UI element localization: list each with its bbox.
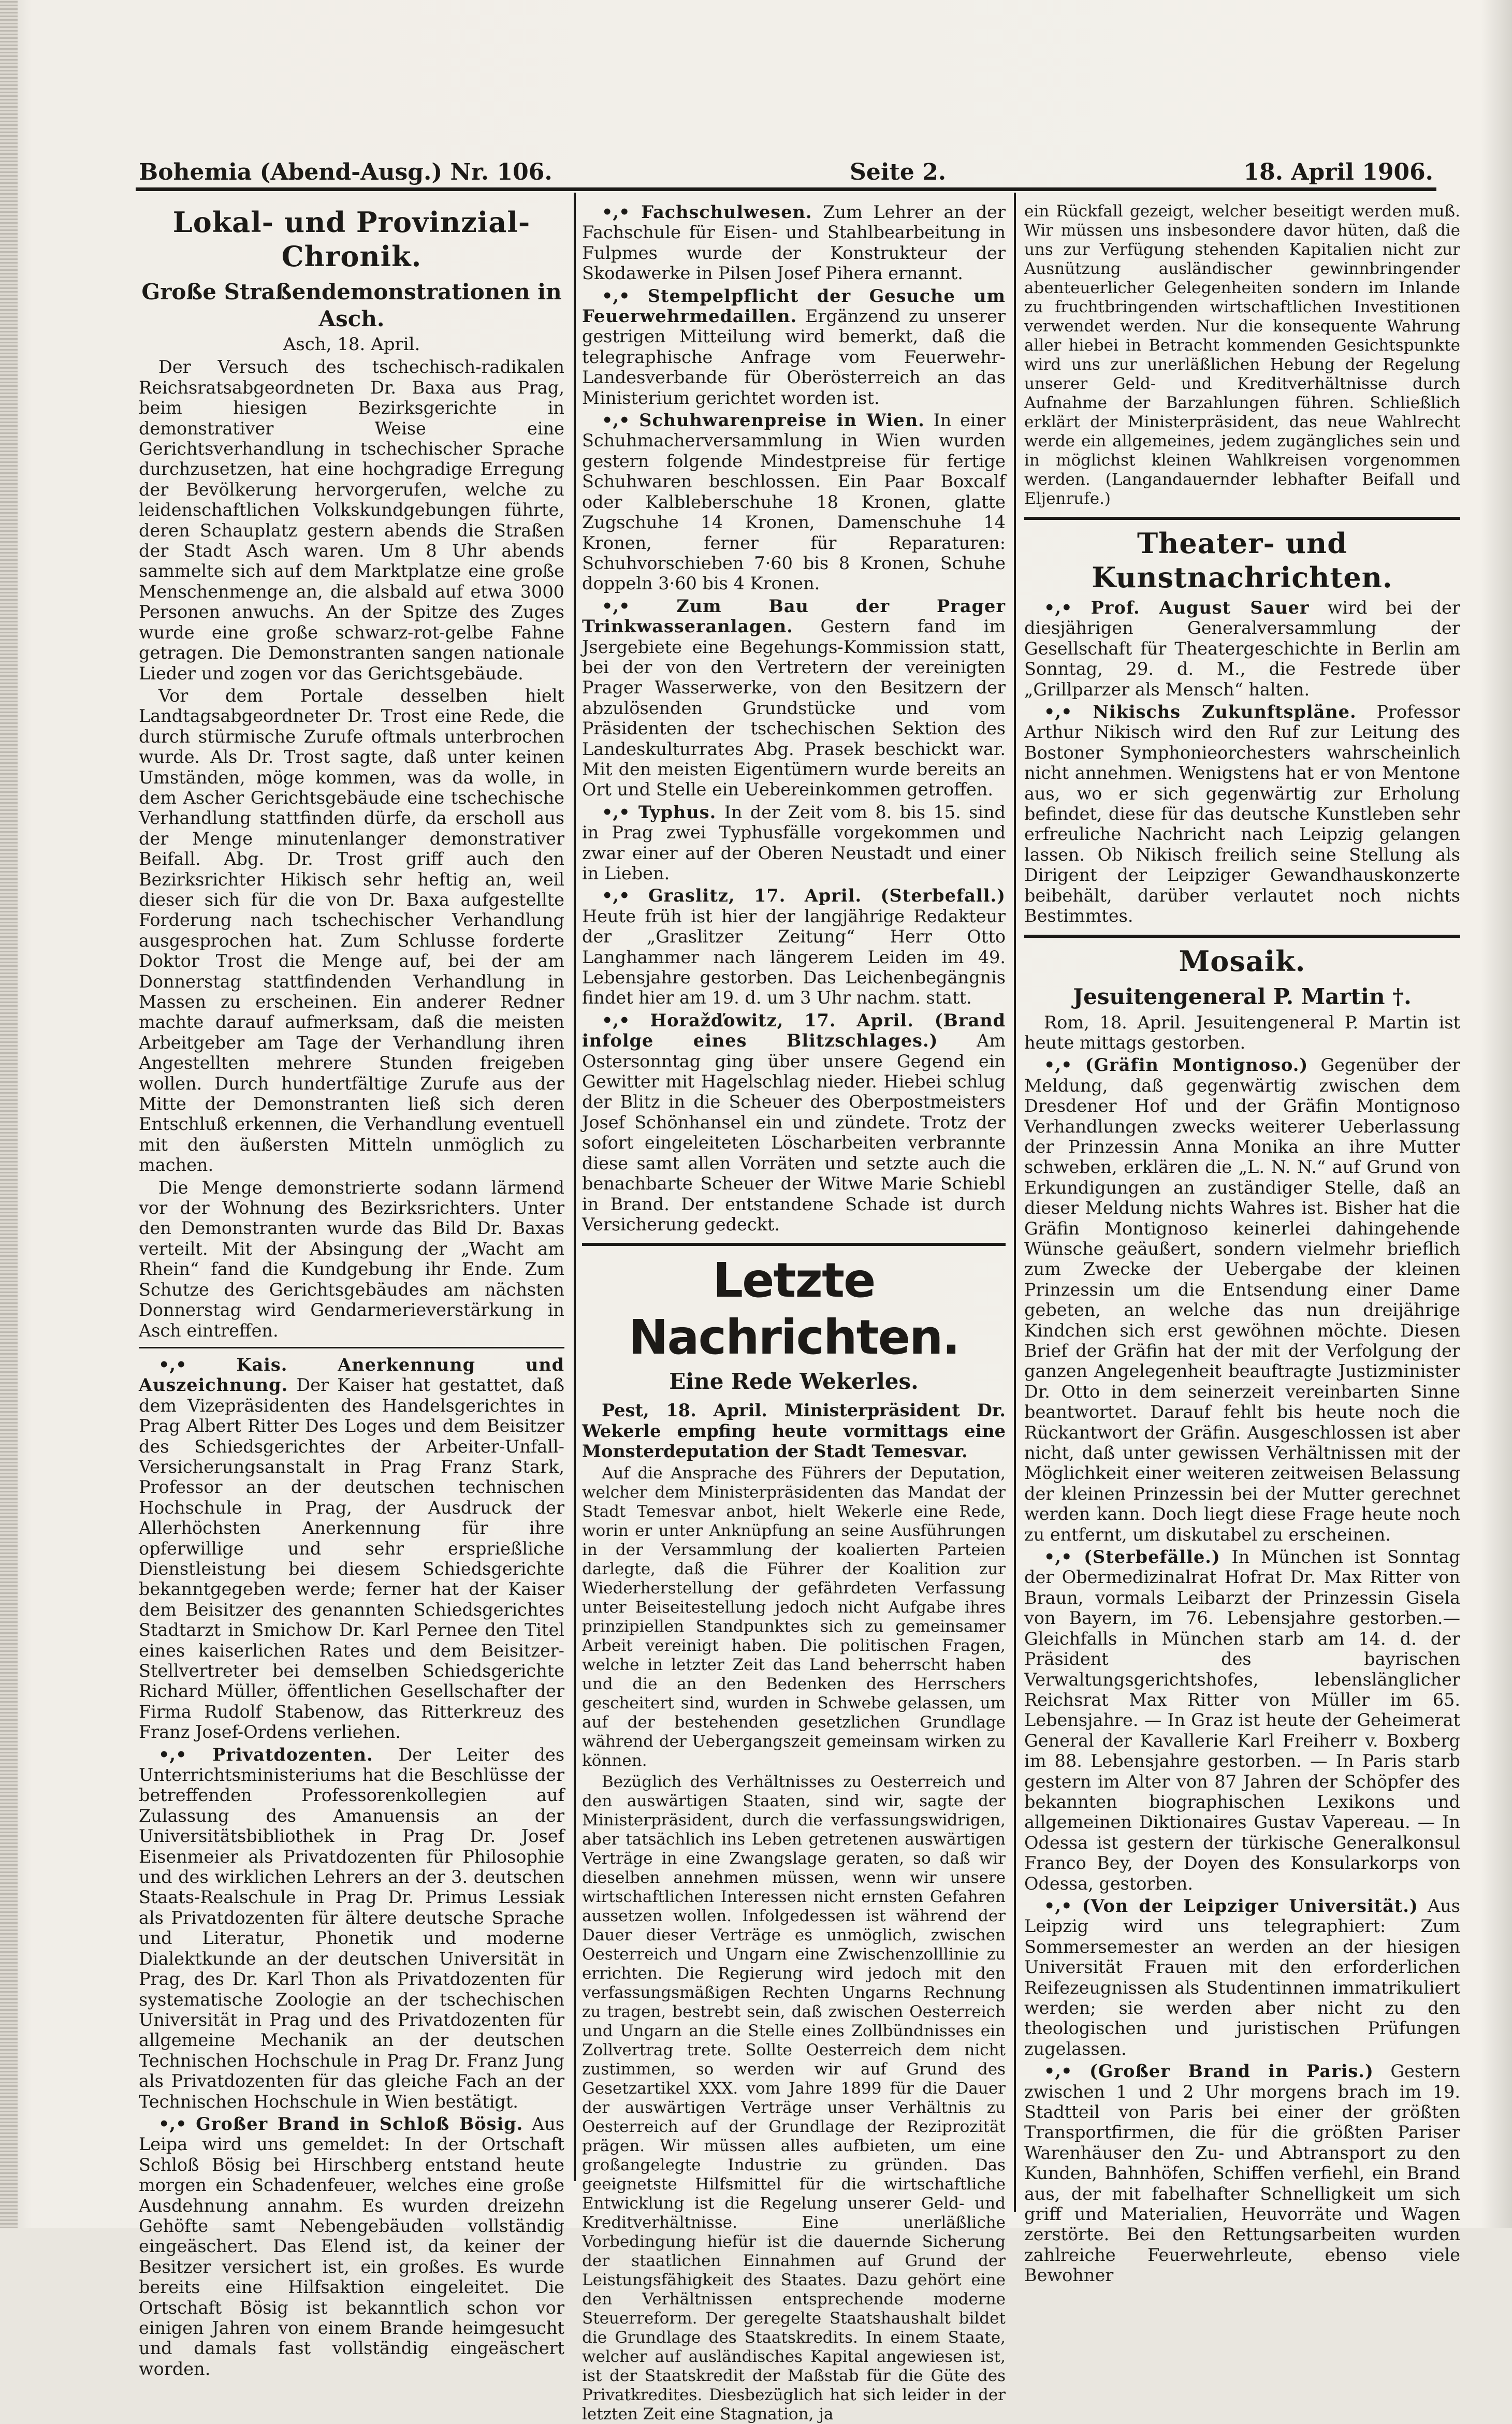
article-paragraph: Vor dem Portale desselben hielt Landtagsabgeordneter Dr. Trost eine Rede, die durch stürmische Zurufe oftmals unterbrochen wurde. Als Dr. Trost sagte, daß unter keinen Umständen, möge kommen, was da wolle, in dem Ascher Gerichtsgebäude eine tschechische Verhandlung stattfinden dürfe, da erscholl aus der Menge minutenlanger demonstrativer Beifall. Abg. Dr. Trost griff auch den Bezirksrichter Hikisch sehr heftig an, weil dieser sich für die von Dr. Baxa aufgestellte Forderung nach tschechischer Verhandlung ausgesprochen hat. Zum Schlusse forderte Doktor Trost die Menge auf, bei der am Donnerstag stattfindenden Verhandlung in Massen zu erscheinen. Ein anderer Redner machte darauf aufmerksam, daß die meisten Arbeitgeber am Tage der Verhandlung ihren Angestellten mehrere Stunden freigeben wollen. Durch hundertfältige Zurufe aus der Mitte der Demonstranten ließ sich deren Entschluß erkennen, die Verhandlung eventuell mit den äußersten Mitteln unmöglich zu machen. xyxy=(139,685,564,1175)
news-item: •,• Zum Bau der Prager Trinkwasseranlagen. Gestern fand im Jsergebiete eine Begehungs-Kommission statt, bei der von den Vertretern der vereinigten Prager Wasserwerke, von den Besitzern der abzulösenden Grundstücke und vom Präsidenten der tschechischen Sektion des Landeskulturrates Abg. Prasek beschickt war. Mit den meisten Eigentümern wurde bereits an Ort und Stelle ein Uebereinkommen getroffen. xyxy=(582,596,1006,800)
item-title: Schuhwarenpreise in Wien. xyxy=(639,410,925,431)
item-title: (Gräfin Montignoso.) xyxy=(1085,1055,1309,1076)
section-title-local: Lokal- und Provinzial-Chronik. xyxy=(172,206,531,273)
article-paragraph: Auf die Ansprache des Führers der Deputation, welcher dem Ministerpräsidenten das Mandat der Stadt Temesvar anbot, hielt Wekerle eine Rede, worin er unter Anknüpfung an seine Ausführungen in der Versammlung der koalierten Parteien darlegte, daß die Führer der Koalition zur Wiederherstellung der gefährdeten Verfassung unter Beiseitestellung jedoch nicht Aufgabe ihres prinzipiellen Standpunktes sich zu gemeinsamer Arbeit vereinigt haben. Die politischen Fragen, welche in letzter Zeit das Land beherrscht haben und die an den Bedenken des Herrschers gescheitert sind, wurden in Schwebe gelassen, um auf der bestehenden gesetzlichen Grundlage während der Uebergangszeit gemeinsam wirken zu können. xyxy=(582,1463,1006,1770)
item-text: Am Ostersonntag ging über unsere Gegend ein Gewitter mit Hagelschlag nieder. Hiebei schlug der Blitz in die Scheuer des Oberpostmeisters Josef Schönhansel ein und zündete. Trotz der sofort eingeleiteten Löscharbeiten verbrannte diese samt allen Vorräten und setzte auch die benachbarte Scheuer der Witwe Marie Schiebl in Brand. Der entstandene Schade ist durch Versicherung gedeckt. xyxy=(582,1030,1006,1235)
column-1 xyxy=(139,202,565,2379)
late-news-subtitle: Eine Rede Wekerles. xyxy=(669,1369,919,1395)
article-continuation: ein Rückfall gezeigt, welcher beseitigt werden muß. Wir müssen uns insbesondere davor hüten, daß die uns zur Verfügung stehenden Kapitalien nicht zur Ausnützung ausländischer gewinnbringender abenteuerlicher Gelegenheiten sondern im Inlande zu fruchtbringenden wirtschaftlichen Investitionen verwendet werden. Nur die konsequente Wahrung aller hiebei in Betracht kommenden Gesichtspunkte wird uns zur unerläßlichen Hebung der Regelung unserer Geld- und Kreditverhältnisse durch Aufnahme der Barzahlungen führen. Schließlich erklärt der Ministerpräsident, das neue Wahlrecht werde ein allgemeines, jedem zugängliches sein und in möglichst kleinen Wahlkreisen vorgenommen werden. (Langandauernder lebhafter Beifall und Eljenrufe.) xyxy=(1024,202,1460,508)
item-text: Gestern fand im Jsergebiete eine Begehungs-Kommission statt, bei der von den Vertretern der vereinigten Prager Wasserwerke, von den Besitzern der abzulösenden Grundstücke und vom Präsidenten der tschechischen Sektion des Landeskulturrates Abg. Prasek beschickt war. Mit den meisten Eigentümern wurde bereits an Ort und Stelle ein Uebereinkommen getroffen. xyxy=(582,616,1006,800)
page-header xyxy=(139,155,1433,185)
news-item: •,• Kais. Anerkennung und Auszeichnung. Der Kaiser hat gestattet, daß dem Vizepräsidenten des Handelsgerichtes in Prag Albert Ritter Des Loges und dem Beisitzer des Schiedsgerichtes der Arbeiter-Unfall-Versicherungsanstalt in Prag Franz Stark, Professor an der deutschen technischen Hochschule in Prag, der Ausdruck der Allerhöchsten Anerkennung für ihre opferwillige und sehr ersprießliche Dienstleistung bei diesem Schiedsgerichte bekanntgegeben werde; ferner hat der Kaiser dem Beisitzer des genannten Schiedsgerichtes Stadtarzt in Smichow Dr. Karl Pernee den Titel eines kaiserlichen Rates und dem Beisitzer-Stellvertreter bei demselben Schiedsgerichte Richard Müller, öffentlichen Gesellschafter der Firma Rudolf Stabenow, das Ritterkreuz des Franz Josef-Ordens verliehen. xyxy=(139,1354,564,1743)
article-paragraph: Bezüglich des Verhältnisses zu Oesterreich und den auswärtigen Staaten, sind wir, sagte der Ministerpräsident, durch die verfassungswidrigen, aber tatsächlich ins Leben getretenen auswärtigen Verträge in eine Zwangslage geraten, so daß wir dieselben annehmen müssen, wenn wir unsere wirtschaftlichen Interessen nicht ernsten Gefahren aussetzen wollen. Infolgedessen ist während der Dauer dieser Verträge es unmöglich, zwischen Oesterreich und Ungarn eine Zwischenzolllinie zu errichten. Die Regierung wird jedoch mit den verfassungsmäßigen Rechten Ungarns Rechnung zu tragen, bestrebt sein, daß zwischen Oesterreich und Ungarn an die Stelle eines Zollbündnisses ein Zollvertrag trete. Sollte Oesterreich dem nicht zustimmen, so werden wir auf Grund des Gesetzartikel XXX. vom Jahre 1899 für die Dauer der auswärtigen Verträge unser Verhältnis zu Oesterreich auf der Grundlage der Reziprozität prägen. Wir müssen alles aufbieten, um eine großangelegte Industrie zu gründen. Das geeignetste Hilfsmittel für die wirtschaftliche Entwicklung ist die Regelung unserer Geld- und Kreditverhältnisse. Eine unerläßliche Vorbedingung hiefür ist die dauernde Sicherung der staatlichen Einnahmen auf Grund der Leistungsfähigkeit des Staates. Dazu gehört eine den Verhältnissen entsprechende moderne Steuerreform. Der geregelte Staatshaushalt bildet die Grundlage des Staatskredits. In einem Staate, welcher auf ausländisches Kapital angewiesen ist, ist der Staatskredit der Maßstab für die Güte des Privatkredites. Diesbezüglich hat sich leider in der letzten Zeit eine Stagnation, ja xyxy=(582,1772,1006,2423)
header-masthead: Bohemia (Abend-Ausg.) Nr. 106. xyxy=(139,159,553,185)
item-title: Nikischs Zukunftspläne. xyxy=(1093,702,1357,722)
column-divider-2 xyxy=(1014,193,1016,2212)
column-divider-1 xyxy=(574,193,576,2181)
news-item: •,• Fachschulwesen. Zum Lehrer an der Fachschule für Eisen- und Stahlbearbeitung in Fulpmes wurde der Konstrukteur der Skodawerke in Pilsen Josef Pihera ernannt. xyxy=(582,202,1006,284)
item-text: Gegenüber der Meldung, daß gegenwärtig zwischen dem Dresdener Hof und der Gräfin Montignoso Verhandlungen zwecks weiterer Ueberlassung der Prinzessin Anna Monika an ihre Mutter schweben, erklären die „L. N. N.“ auf Grund von Erkundigungen an zuständiger Stelle, daß an dieser Meldung nichts Wahres ist. Bisher hat die Gräfin Montignoso keinerlei dahingehende Wünsche geäußert, sondern vielmehr brieflich zum Zwecke der Uebergabe der kleinen Prinzessin um die Entsendung einer Dame gebeten, an welche das nun dreijährige Kindchen sich erst gewöhnen möchte. Diesen Brief der Gräfin hat der mit der Verfolgung der ganzen Angelegenheit beauftragte Justizminister Dr. Otto in dem seinerzeit vereinbarten Sinne beantwortet. Darauf fehlt bis heute noch die Rückantwort der Gräfin. Ausgeschlossen ist aber nicht, daß unter gewissen Verhältnissen mit der Möglichkeit einer weiteren zeitweisen Belassung der kleinen Prinzessin bei der Mutter gerechnet werden kann. Doch liegt diese Frage heute noch zu entfernt, um diskutabel zu erscheinen. xyxy=(1024,1055,1460,1545)
item-title: (Sterbefälle.) xyxy=(1084,1547,1220,1567)
item-text: Zum Lehrer an der Fachschule für Eisen- und Stahlbearbeitung in Fulpmes wurde der Konstrukteur der Skodawerke in Pilsen Josef Pihera ernannt. xyxy=(582,202,1006,284)
news-item: •,• Prof. August Sauer wird bei der diesjährigen Generalversammlung der Gesellschaft für Theatergeschichte in Berlin am Sonntag, 29. d. M., die Festrede über „Grillparzer als Mensch“ halten. xyxy=(1024,598,1460,700)
item-title: Privatdozenten. xyxy=(212,1744,373,1765)
item-text: Professor Arthur Nikisch wird den Ruf zur Leitung des Bostoner Symphonieorchesters wahrscheinlich nicht annehmen. Wenigstens hat er von Mentone aus, wo er sich gegenwärtig zur Erholung befindet, diese für das deutsche Kunstleben sehr erfreuliche Nachricht nach Leipzig gelangen lassen. Ob Nikisch freilich seine Stellung als Dirigent der Leipziger Gewandhauskonzerte beibehält, darüber verlautet noch nichts Bestimmtes. xyxy=(1024,702,1460,926)
article-dateline: Asch, 18. April. xyxy=(283,334,420,355)
late-news-lead: Pest, 18. April. Ministerpräsident Dr. Wekerle empfing heute vormittags eine Monsterdeputation der Stadt Temesvar. xyxy=(582,1400,1006,1462)
header-page-number: Seite 2. xyxy=(850,159,947,185)
item-title: Stempelpflicht der Gesuche um Feuerwehrmedaillen. xyxy=(582,285,1006,327)
section-title-theater: Theater- und Kunstnachrichten. xyxy=(1092,527,1393,594)
item-title: Großer Brand in Schloß Bösig. xyxy=(196,2113,524,2134)
obituary-text: Rom, 18. April. Jesuitengeneral P. Martin ist heute mittags gestorben. xyxy=(1024,1012,1460,1053)
news-item: •,• Schuhwarenpreise in Wien. In einer Schuhmacherversammlung in Wien wurden gestern folgende Mindestpreise für fertige Schuhwaren beschlossen. Ein Paar Boxcalf oder Kalbleberschuhe 18 Kronen, glatte Zugschuhe 14 Kronen, Damenschuhe 14 Kronen, ferner für Reparaturen: Schuhvorschieben 7·60 bis 8 Kronen, Schuhe doppeln 3·60 bis 4 Kronen. xyxy=(582,410,1006,594)
section-divider xyxy=(1024,517,1460,520)
news-item: •,• Nikischs Zukunftspläne. Professor Arthur Nikisch wird den Ruf zur Leitung des Bostoner Symphonieorchesters wahrscheinlich nicht annehmen. Wenigstens hat er von Mentone aus, wo er sich gegenwärtig zur Erholung befindet, diese für das deutsche Kunstleben sehr erfreuliche Nachricht nach Leipzig gelangen lassen. Ob Nikisch freilich seine Stellung als Dirigent der Leipziger Gewandhauskonzerte beibehält, darüber verlautet noch nichts Bestimmtes. xyxy=(1024,702,1460,926)
news-item: •,• Horažďowitz, 17. April. (Brand infolge eines Blitzschlages.) Am Ostersonntag ging über unsere Gegend ein Gewitter mit Hagelschlag nieder. Hiebei schlug der Blitz in die Scheuer des Oberpostmeisters Josef Schönhansel ein und zündete. Trotz der sofort eingeleiteten Löscharbeiten verbrannte diese samt allen Vorräten und setzte auch die benachbarte Scheuer der Witwe Marie Schiebl in Brand. Der entstandene Schade ist durch Versicherung gedeckt. xyxy=(582,1010,1006,1235)
item-text: Heute früh ist hier der langjährige Redakteur der „Graslitzer Zeitung“ Herr Otto Langhammer nach längerem Leiden im 49. Lebensjahre gestorben. Das Leichenbegängnis findet hier am 19. d. um 3 Uhr nachm. statt. xyxy=(582,906,1006,1008)
item-title: Prof. August Sauer xyxy=(1091,598,1310,618)
obituary-title: Jesuitengeneral P. Martin †. xyxy=(1073,983,1412,1009)
column-3 xyxy=(1024,202,1460,2286)
item-text: Aus Leipa wird uns gemeldet: In der Ortschaft Schloß Bösig bei Hirschberg entstand heute morgen ein Schadenfeuer, welches eine große Ausdehnung annahm. Es wurden dreizehn Gehöfte samt Nebengebäuden vollständig eingeäschert. Das Elend ist, da keiner der Besitzer versichert ist, ein großes. Es wurde bereits eine Hilfsaktion eingeleitet. Die Ortschaft Bösig ist bekanntlich schon vor einigen Jahren von einem Brande heimgesucht und damals fast vollständig eingeäschert worden. xyxy=(139,2113,564,2379)
news-item: •,• (Gräfin Montignoso.) Gegenüber der Meldung, daß gegenwärtig zwischen dem Dresdener Hof und der Gräfin Montignoso Verhandlungen zwecks weiterer Ueberlassung der Prinzessin Anna Monika an ihre Mutter schweben, erklären die „L. N. N.“ auf Grund von Erkundigungen an zuständiger Stelle, daß an dieser Meldung nichts Wahres ist. Bisher hat die Gräfin Montignoso keinerlei dahingehende Wünsche geäußert, sondern vielmehr brieflich zum Zwecke der Uebergabe der kleinen Prinzessin um die Entsendung einer Dame gebeten, an welche das nun dreijährige Kindchen sich erst gewöhnen möchte. Diesen Brief der Gräfin hat der mit der Verfolgung der ganzen Angelegenheit beauftragte Justizminister Dr. Otto in dem seinerzeit vereinbarten Sinne beantwortet. Darauf fehlt bis heute noch die Rückantwort der Gräfin. Ausgeschlossen ist aber nicht, daß unter gewissen Verhältnissen mit der Möglichkeit einer weiteren zeitweisen Belassung der kleinen Prinzessin bei der Mutter gerechnet werden kann. Doch liegt diese Frage heute noch zu entfernt, um diskutabel zu erscheinen. xyxy=(1024,1055,1460,1545)
item-text: Ergänzend zu unserer gestrigen Mitteilung wird bemerkt, daß die telegraphische Anfrage vom Feuerwehr-Landesverbande für Oberösterreich an das Ministerium gerichtet worden ist. xyxy=(582,306,1006,408)
news-item: •,• Großer Brand in Schloß Bösig. Aus Leipa wird uns gemeldet: In der Ortschaft Schloß Bösig bei Hirschberg entstand heute morgen ein Schadenfeuer, welches eine große Ausdehnung annahm. Es wurden dreizehn Gehöfte samt Nebengebäuden vollständig eingeäschert. Das Elend ist, da keiner der Besitzer versichert ist, ein großes. Es wurde bereits eine Hilfsaktion eingeleitet. Die Ortschaft Bösig ist bekanntlich schon vor einigen Jahren von einem Brande heimgesucht und damals fast vollständig eingeäschert worden. xyxy=(139,2113,564,2379)
page-spine xyxy=(0,0,18,2228)
item-text: Der Kaiser hat gestattet, daß dem Vizepräsidenten des Handelsgerichtes in Prag Albert Ritter Des Loges und dem Beisitzer des Schiedsgerichtes der Arbeiter-Unfall-Versicherungsanstalt in Prag Franz Stark, Professor an der deutschen technischen Hochschule in Prag, der Ausdruck der Allerhöchsten Anerkennung für ihre opferwillige und sehr ersprießliche Dienstleistung bei diesem Schiedsgerichte bekanntgegeben werde; ferner hat der Kaiser dem Beisitzer des genannten Schiedsgerichtes Stadtarzt in Smichow Dr. Karl Pernee den Titel eines kaiserlichen Rates und dem Beisitzer-Stellvertreter bei demselben Schiedsgerichte Richard Müller, öffentlichen Gesellschafter der Firma Rudolf Stabenow, das Ritterkreuz des Franz Josef-Ordens verliehen. xyxy=(139,1375,564,1743)
item-text: Aus Leipzig wird uns telegraphiert: Zum Sommersemester an werden an der hiesigen Universität Frauen mit den erforderlichen Reifezeugnissen als Studentinnen immatrikuliert werden; sie werden aber nicht zu den theologischen und juristischen Prüfungen zugelassen. xyxy=(1024,1895,1460,2059)
item-text: Der Leiter des Unterrichtsministeriums hat die Beschlüsse der betreffenden Professorenkollegien auf Zulassung des Amanuensis an der Universitätsbibliothek in Prag Dr. Josef Eisenmeier als Privatdozenten für Philosophie und des wirklichen Lehrers an der 3. deutschen Staats-Realschule in Prag Dr. Primus Lessiak als Privatdozenten für ältere deutsche Sprache und Literatur, Phonetik und moderne Dialektkunde an der deutschen Universität in Prag, des Dr. Karl Thon als Privatdozenten für systematische Zoologie an der tschechischen Universität in Prag und des Privatdozenten für allgemeine Mechanik an der deutschen Technischen Hochschule in Prag Dr. Franz Jung als Privatdozenten für das gleiche Fach an der Technischen Hochschule in Wien bestätigt. xyxy=(139,1744,565,2112)
item-title: Graslitz, 17. April. (Sterbefall.) xyxy=(648,886,1006,906)
item-text: wird bei der diesjährigen Generalversammlung der Gesellschaft für Theatergeschichte in Berlin am Sonntag, 29. d. M., die Festrede über „Grillparzer als Mensch“ halten. xyxy=(1024,598,1460,700)
item-title: Fachschulwesen. xyxy=(641,202,812,222)
section-divider xyxy=(1024,935,1460,938)
article-paragraph: Der Versuch des tschechisch-radikalen Reichsratsabgeordneten Dr. Baxa aus Prag, beim hiesigen Bezirksgerichte in demonstrativer Weise eine Gerichtsverhandlung in tschechischer Sprache durchzusetzen, hat eine hochgradige Erregung der Bevölkerung hervorgerufen, welche zu leidenschaftlichen Volkskundgebungen führte, deren Schauplatz gestern abends die Straßen der Stadt Asch waren. Um 8 Uhr abends sammelte sich auf dem Marktplatze eine große Menschenmenge an, die alsbald auf etwa 3000 Personen anwuchs. An der Spitze des Zuges wurde eine große schwarz-rot-gelbe Fahne getragen. Die Demonstranten sangen nationale Lieder und zogen vor das Gerichtsgebäude. xyxy=(139,357,564,684)
item-text: In einer Schuhmacherversammlung in Wien wurden gestern folgende Mindestpreise für fertige Schuhwaren beschlossen. Ein Paar Boxcalf oder Kalbleberschuhe 18 Kronen, glatte Zugschuhe 14 Kronen, Damenschuhe 14 Kronen, ferner für Reparaturen: Schuhvorschieben 7·60 bis 8 Kronen, Schuhe doppeln 3·60 bis 4 Kronen. xyxy=(582,410,1006,594)
item-text: In München ist Sonntag der Obermedizinalrat Hofrat Dr. Max Ritter von Braun, vormals Leibarzt der Prinzessin Gisela von Bayern, im 76. Lebensjahre gestorben.—Gleichfalls in München starb am 14. d. der Präsident des bayrischen Verwaltungsgerichtshofes, lebenslänglicher Reichsrat Max Ritter von Müller im 65. Lebensjahre. — In Graz ist heute der Geheimerat General der Kavallerie Karl Freiherr v. Boxberg im 88. Lebensjahre gestorben. — In Paris starb gestern im Alter von 87 Jahren der Schöpfer des bekannten biographischen Lexikons und allgemeinen Diktionaires Gustav Vapereau. — In Odessa ist gestern der türkische Generalkonsul Franco Bey, der Doyen des Konsularkorps von Odessa, gestorben. xyxy=(1024,1547,1460,1894)
item-title: Zum Bau der Prager Trinkwasseranlagen. xyxy=(582,596,1006,637)
article-paragraph: Die Menge demonstrierte sodann lärmend vor der Wohnung des Bezirksrichters. Unter den Demonstranten wurde das Bild Dr. Baxas verteilt. Mit der Absingung der „Wacht am Rhein“ fand die Kundgebung ihr Ende. Zum Schutze des Gerichtsgebäudes am nächsten Donnerstag wird Gendarmerieverstärkung in Asch eintreffen. xyxy=(139,1177,564,1341)
item-title: Kais. Anerkennung und Auszeichnung. xyxy=(139,1354,564,1396)
item-title: (Großer Brand in Paris.) xyxy=(1089,2061,1374,2082)
header-date: 18. April 1906. xyxy=(1243,159,1433,185)
item-title: Typhus. xyxy=(638,802,717,822)
item-text: In der Zeit vom 8. bis 15. sind in Prag zwei Typhusfälle vorgekommen und zwar einer auf der Oberen Neustadt und einer in Lieben. xyxy=(582,802,1006,883)
header-rule xyxy=(136,187,1436,191)
article-divider xyxy=(139,1347,564,1348)
article-title: Große Straßendemonstrationen in Asch. xyxy=(141,279,562,331)
news-item: •,• (Von der Leipziger Universität.) Aus Leipzig wird uns telegraphiert: Zum Sommersemester an werden an der hiesigen Universität Frauen mit den erforderlichen Reifezeugnissen als Studentinnen immatrikuliert werden; sie werden aber nicht zu den theologischen und juristischen Prüfungen zugelassen. xyxy=(1024,1895,1460,2059)
news-item: •,• (Großer Brand in Paris.) Gestern zwischen 1 und 2 Uhr morgens brach im 19. Stadtteil von Paris bei einer der größten Transportfirmen, die für die größten Pariser Warenhäuser den Zu- und Abtransport zu den Kunden, Bahnhöfen, Schiffen verfiehl, ein Brand aus, der mit fabelhafter Schnelligkeit um sich griff und Materialien, Heuvorräte und Wagen zerstörte. Bei den Rettungsarbeiten wurden zahlreiche Feuerwehrleute, ebenso viele Bewohner xyxy=(1024,2061,1460,2286)
item-title: Horažďowitz, 17. April. (Brand infolge eines Blitzschlages.) xyxy=(582,1010,1006,1051)
news-item: •,• Graslitz, 17. April. (Sterbefall.) Heute früh ist hier der langjährige Redakteur der „Graslitzer Zeitung“ Herr Otto Langhammer nach längerem Leiden im 49. Lebensjahre gestorben. Das Leichenbegängnis findet hier am 19. d. um 3 Uhr nachm. statt. xyxy=(582,886,1006,1008)
section-divider xyxy=(582,1243,1006,1246)
news-item: •,• Typhus. In der Zeit vom 8. bis 15. sind in Prag zwei Typhusfälle vorgekommen und zwar einer auf der Oberen Neustadt und einer in Lieben. xyxy=(582,802,1006,883)
section-title-late-news: Letzte Nachrichten. xyxy=(628,1253,959,1366)
item-title: (Von der Leipziger Universität.) xyxy=(1082,1895,1418,1916)
news-item: •,• Stempelpflicht der Gesuche um Feuerwehrmedaillen. Ergänzend zu unserer gestrigen Mitteilung wird bemerkt, daß die telegraphische Anfrage vom Feuerwehr-Landesverbande für Oberösterreich an das Ministerium gerichtet worden ist. xyxy=(582,285,1006,408)
item-text: Gestern zwischen 1 und 2 Uhr morgens brach im 19. Stadtteil von Paris bei einer der größten Transportfirmen, die für die größten Pariser Warenhäuser den Zu- und Abtransport zu den Kunden, Bahnhöfen, Schiffen verfiehl, ein Brand aus, der mit fabelhafter Schnelligkeit um sich griff und Materialien, Heuvorräte und Wagen zerstörte. Bei den Rettungsarbeiten wurden zahlreiche Feuerwehrleute, ebenso viele Bewohner xyxy=(1024,2061,1460,2286)
news-item: •,• (Sterbefälle.) In München ist Sonntag der Obermedizinalrat Hofrat Dr. Max Ritter von Braun, vormals Leibarzt der Prinzessin Gisela von Bayern, im 76. Lebensjahre gestorben.—Gleichfalls in München starb am 14. d. der Präsident des bayrischen Verwaltungsgerichtshofes, lebenslänglicher Reichsrat Max Ritter von Müller im 65. Lebensjahre. — In Graz ist heute der Geheimerat General der Kavallerie Karl Freiherr v. Boxberg im 88. Lebensjahre gestorben. — In Paris starb gestern im Alter von 87 Jahren der Schöpfer des bekannten biographischen Lexikons und allgemeinen Diktionaires Gustav Vapereau. — In Odessa ist gestern der türkische Generalkonsul Franco Bey, der Doyen des Konsularkorps von Odessa, gestorben. xyxy=(1024,1547,1460,1894)
section-title-mosaik: Mosaik. xyxy=(1179,944,1306,978)
column-2 xyxy=(582,202,1006,2423)
news-item: •,• Privatdozenten. Der Leiter des Unterrichtsministeriums hat die Beschlüsse der betreffenden Professorenkollegien auf Zulassung des Amanuensis an der Universitätsbibliothek in Prag Dr. Josef Eisenmeier als Privatdozenten für Philosophie und des wirklichen Lehrers an der 3. deutschen Staats-Realschule in Prag Dr. Primus Lessiak als Privatdozenten für ältere deutsche Sprache und Literatur, Phonetik und moderne Dialektkunde an der deutschen Universität in Prag, des Dr. Karl Thon als Privatdozenten für systematische Zoologie an der tschechischen Universität in Prag und des Privatdozenten für allgemeine Mechanik an der deutschen Technischen Hochschule in Prag Dr. Franz Jung als Privatdozenten für das gleiche Fach an der Technischen Hochschule in Wien bestätigt. xyxy=(139,1744,565,2112)
